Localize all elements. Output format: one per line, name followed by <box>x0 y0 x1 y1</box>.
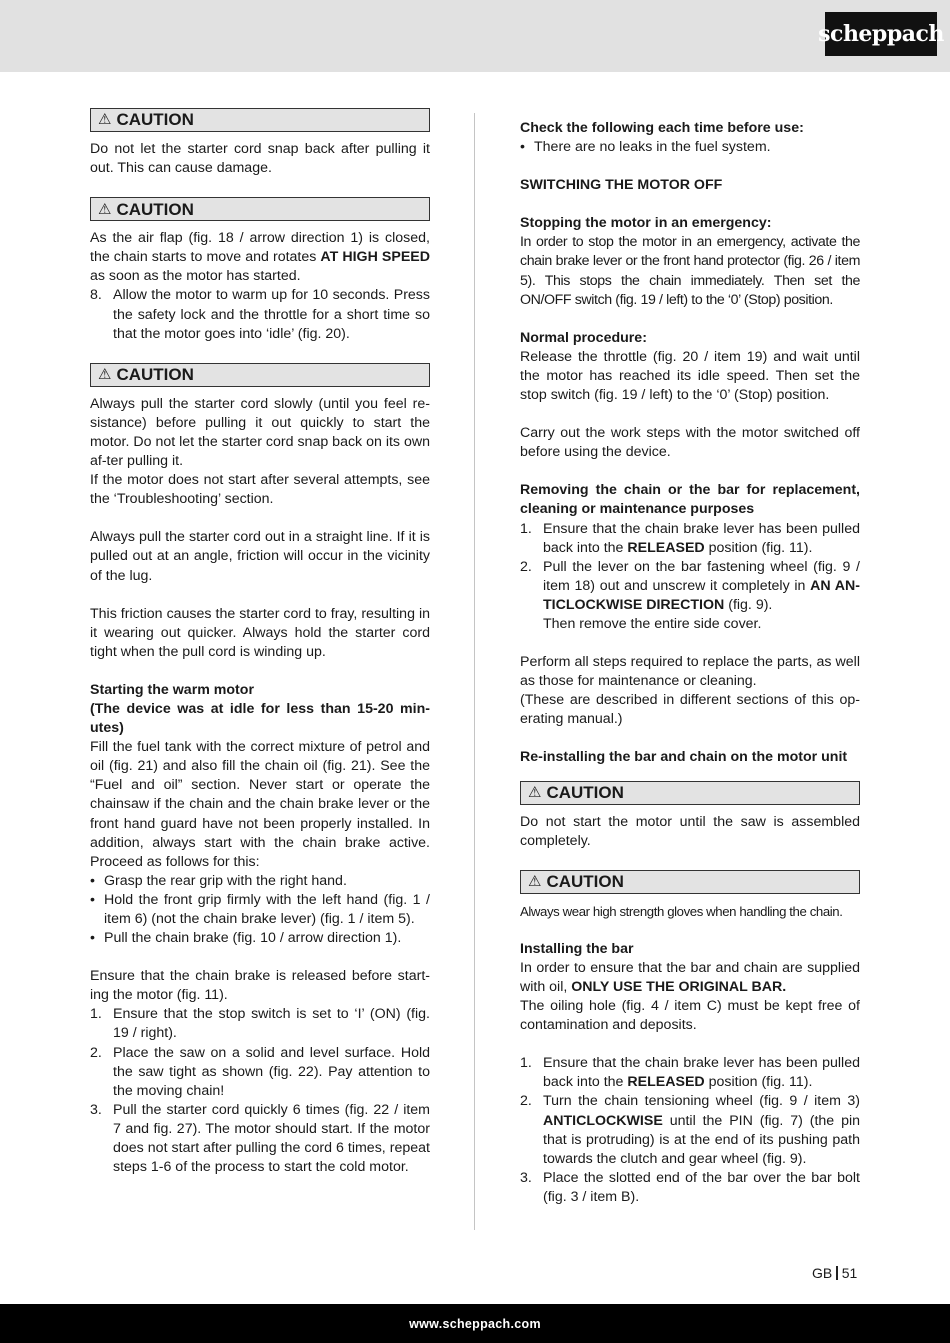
caution-text: Do not let the starter cord snap back after pulling it out. This can cause damage. <box>90 141 430 177</box>
section-subheading: (The device was at idle for less than 15-20 min-utes) <box>90 700 430 737</box>
list-item: 2. Place the saw on a solid and level surface. Hold the saw tight as shown (fig. 22). Pay attention to the moving chain! <box>90 1044 430 1099</box>
warning-triangle-icon: ⚠ <box>98 200 112 218</box>
list-item: • There are no leaks in the fuel system. <box>520 139 771 156</box>
paragraph: The oiling hole (fig. 4 / item C) must be kept free of contamination and deposits. <box>520 998 860 1034</box>
section-heading: Check the following each time before use: <box>520 120 804 136</box>
paragraph: Perform all steps required to replace the parts, as well as those for maintenance or cleaning. <box>520 654 860 690</box>
website-link[interactable]: www.scheppach.com <box>409 1316 541 1331</box>
section-heading: Removing the chain or the bar for replacement, cleaning or maintenance purposes <box>520 482 860 518</box>
list-item: 2. Pull the lever on the bar fastening wheel (fig. 9 / item 18) out and unscrew it completely in AN AN-TICLOCKWISE DIRECTION (fig. 9). Then remove the entire side cover. <box>520 558 861 632</box>
caution-box <box>90 108 430 132</box>
section-heading: Re-installing the bar and chain on the motor unit <box>520 749 848 766</box>
warning-triangle-icon: ⚠ <box>528 783 542 801</box>
caution-box <box>520 870 860 894</box>
caution-label: CAUTION <box>116 199 194 219</box>
warning-triangle-icon: ⚠ <box>98 366 112 384</box>
caution-box <box>520 781 860 805</box>
list-item: 8. Allow the motor to warm up for 10 seconds. Press the safety lock and the throttle for a short time so that the motor goes into ‘idle’ (fig. 20). <box>90 287 430 342</box>
caution-label: CAUTION <box>546 782 624 802</box>
paragraph: In order to stop the motor in an emergency, activate the chain brake lever or the front hand protector (fig. 26 / item 5). This stops the chain immediately. Then set the ON/OFF switch (fig. 19 / left) to the ‘0’ (Stop) position. <box>520 234 860 308</box>
warning-triangle-icon: ⚠ <box>98 111 112 129</box>
paragraph: Fill the fuel tank with the correct mixture of petrol and oil (fig. 21) and also fill the chain oil (fig. 21). See the “Fuel and oil” section. Never start or operate the chainsaw if the chain and the chain brake lever or the front hand guard have not been properly installed. In addition, always start with the chain brake active. Proceed as follows for this: <box>90 739 430 870</box>
paragraph: If the motor does not start after several attempts, see the ‘Troubleshooting’ section. <box>90 472 430 508</box>
scheppach-logo: scheppach <box>825 12 937 56</box>
paragraph: Release the throttle (fig. 20 / item 19) and wait until the motor has reached its idle speed. Then set the stop switch (fig. 19 / left) to the ‘0’ (Stop) position. <box>520 348 860 404</box>
paragraph: Carry out the work steps with the motor switched off before using the device. <box>520 425 860 461</box>
warning-triangle-icon: ⚠ <box>528 873 542 891</box>
paragraph: (These are described in different sections of this op-erating manual.) <box>520 692 860 728</box>
page-header <box>0 0 950 72</box>
list-item: 3. Place the slotted end of the bar over the bar bolt (fig. 3 / item B). <box>520 1169 860 1205</box>
right-column <box>520 119 860 1207</box>
caution-label: CAUTION <box>546 872 624 892</box>
section-heading: Starting the warm motor <box>90 681 254 698</box>
section-heading: Normal procedure: <box>520 329 647 346</box>
list-item: 1. Ensure that the chain brake lever has been pulled back into the RELEASED position (fig. 11). <box>520 1055 860 1091</box>
section-heading: Stopping the motor in an emergency: <box>520 215 772 232</box>
left-column <box>90 108 430 1177</box>
list-item: 1. Ensure that the chain brake lever has been pulled back into the RELEASED position (fig. 11). <box>520 520 860 556</box>
caution-text: As the air flap (fig. 18 / arrow direction 1) is closed, the chain starts to move and rotates AT HIGH SPEED as soon as the motor has started. <box>90 230 430 285</box>
list-item: 1. Ensure that the stop switch is set to ‘I’ (ON) (fig. 19 / right). <box>90 1006 430 1042</box>
list-item: 3. Pull the starter cord quickly 6 times (fig. 22 / item 7 and fig. 27). The motor should start. If the motor does not start after pulling the cord 6 times, repeat steps 1-6 of the process to start the cold motor. <box>90 1101 430 1176</box>
page-number: GB 51 <box>812 1265 858 1281</box>
paragraph: In order to ensure that the bar and chain are supplied with oil, ONLY USE THE ORIGINAL BAR. <box>520 959 860 995</box>
list-item: 2. Turn the chain tensioning wheel (fig. 9 / item 3) ANTICLOCKWISE until the PIN (fig. 7) (the pin that is protruding) is at the end of its pushing path towards the clutch and gear wheel (fig. 9). <box>520 1093 860 1167</box>
list-item: • Hold the front grip firmly with the left hand (fig. 1 / item 6) (not the chain brake lever) (fig. 1 / item 5). <box>90 891 430 927</box>
column-divider <box>474 113 475 1230</box>
paragraph: Always pull the starter cord out in a straight line. If it is pulled out at an angle, friction will occur in the vicinity of the lug. <box>90 529 430 584</box>
list-item: • Grasp the rear grip with the right hand. <box>90 872 347 889</box>
paragraph: Ensure that the chain brake is released before start-ing the motor (fig. 11). <box>90 968 430 1004</box>
caution-label: CAUTION <box>116 365 194 385</box>
paragraph: This friction causes the starter cord to fray, resulting in it wearing out quicker. Always hold the starter cord tight when the pull cord is winding up. <box>90 605 430 660</box>
caution-label: CAUTION <box>116 110 194 130</box>
caution-box <box>90 363 430 387</box>
page-footer <box>0 1304 950 1343</box>
paragraph: Always pull the starter cord slowly (until you feel re-sistance) before pulling it out quickly to start the motor. Do not let the starter cord snap back on its own af-ter pulling it. <box>90 395 430 470</box>
section-heading: SWITCHING THE MOTOR OFF <box>520 177 723 194</box>
caution-box <box>90 197 430 221</box>
list-item: • Pull the chain brake (fig. 10 / arrow direction 1). <box>90 930 402 947</box>
section-heading: Installing the bar <box>520 940 634 957</box>
caution-text: Always wear high strength gloves when handling the chain. <box>520 903 843 919</box>
caution-text: Do not start the motor until the saw is assembled completely. <box>520 813 860 849</box>
